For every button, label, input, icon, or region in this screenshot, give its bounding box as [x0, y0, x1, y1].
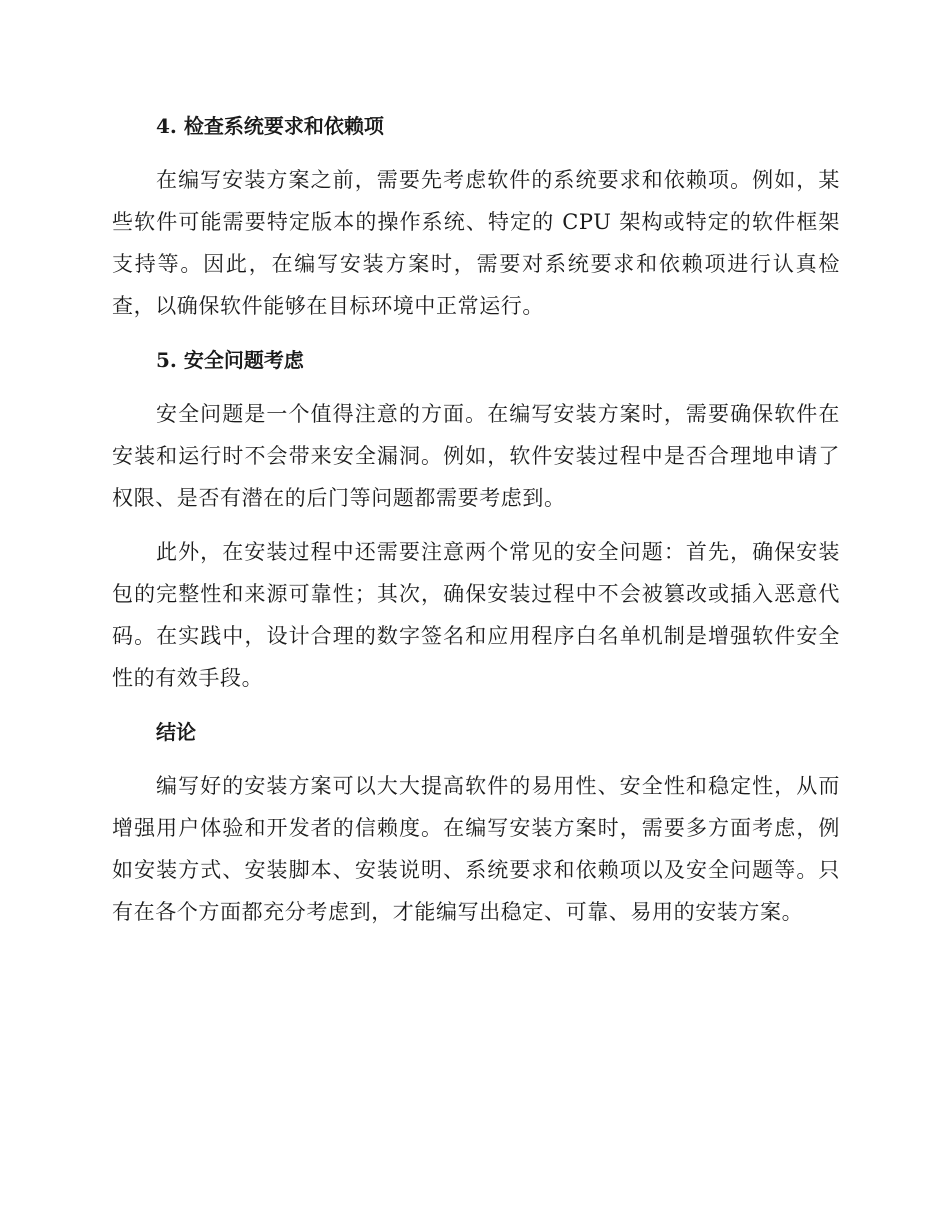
paragraph-system-requirements: 在编写安装方案之前，需要先考虑软件的系统要求和依赖项。例如，某些软件可能需要特定版本的操作系统、特定的 CPU 架构或特定的软件框架支持等。因此，在编写安装方案时，需要对系统要求和依赖项进行认真检查，以确保软件能够在目标环境中正常运行。 [112, 168, 840, 318]
paragraph-security-details: 此外，在安装过程中还需要注意两个常见的安全问题：首先，确保安装包的完整性和来源可靠性；其次，确保安装过程中不会被篡改或插入恶意代码。在实践中，设计合理的数字签名和应用程序白名单机制是增强软件安全性的有效手段。 [112, 540, 840, 690]
section-heading-security: 5. 安全问题考虑 [156, 348, 304, 372]
paragraph-conclusion: 编写好的安装方案可以大大提高软件的易用性、安全性和稳定性，从而增强用户体验和开发者的信赖度。在编写安装方案时，需要多方面考虑，例如安装方式、安装脚本、安装说明、系统要求和依赖项以及安全问题等。只有在各个方面都充分考虑到，才能编写出稳定、可靠、易用的安装方案。 [112, 774, 840, 924]
section-heading-system-requirements: 4. 检查系统要求和依赖项 [156, 114, 384, 138]
document-body [112, 105, 840, 945]
section-heading-conclusion: 结论 [156, 720, 196, 744]
paragraph-security-intro: 安全问题是一个值得注意的方面。在编写安装方案时，需要确保软件在安装和运行时不会带来安全漏洞。例如，软件安装过程中是否合理地申请了权限、是否有潜在的后门等问题都需要考虑到。 [112, 402, 840, 510]
